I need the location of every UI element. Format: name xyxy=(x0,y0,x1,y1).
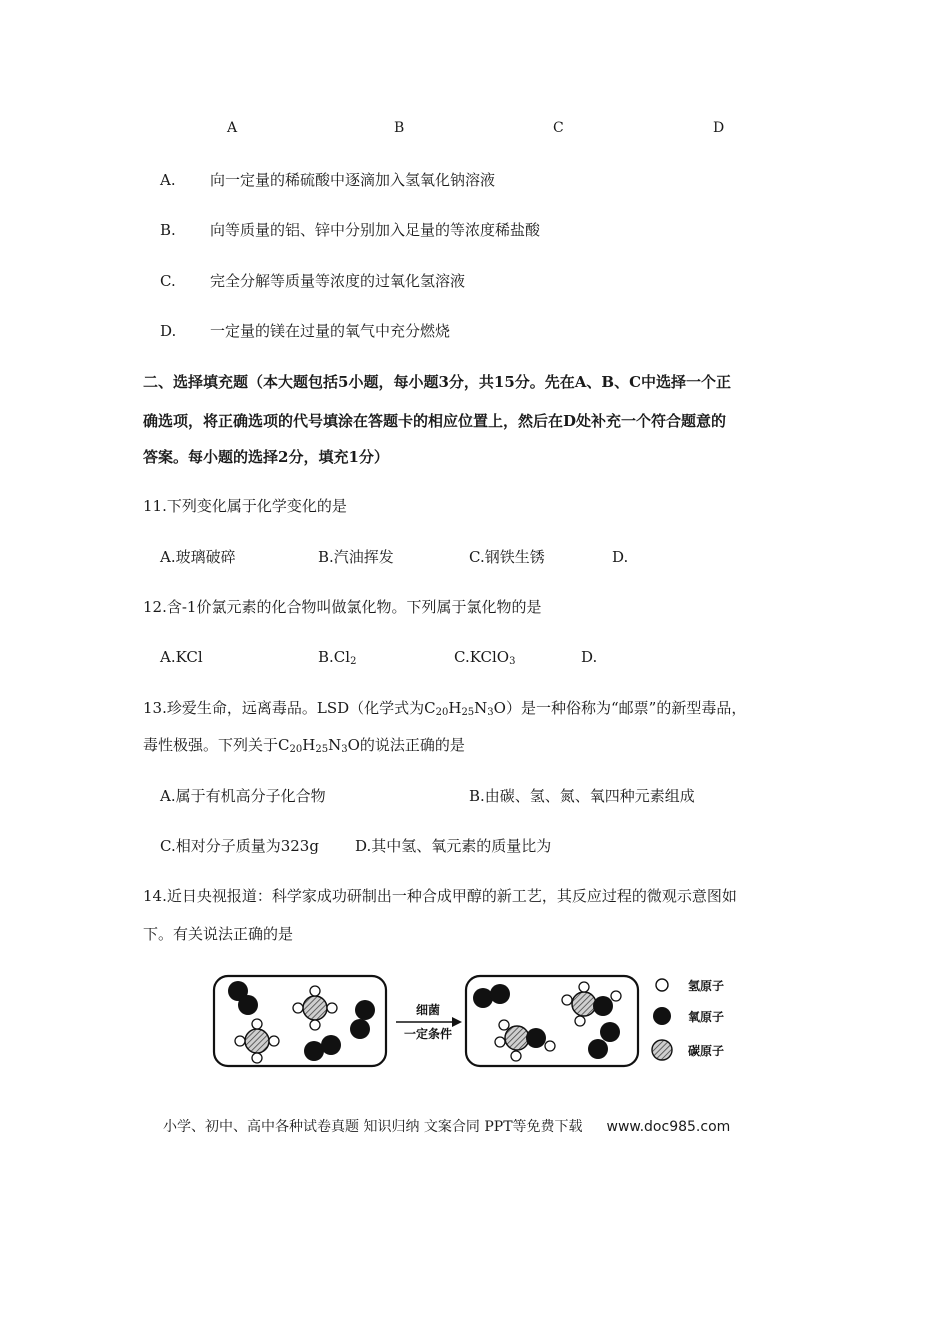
q12-option-d: D. xyxy=(581,648,598,666)
column-label-d: D xyxy=(713,120,725,136)
q14-stem-line2: 下。有关说法正确的是 xyxy=(143,925,294,943)
footer-url[interactable]: www.doc985.com xyxy=(606,1119,731,1135)
legend-hydrogen: 氢原子 xyxy=(688,979,725,993)
section2-line2: 确选项，将正确选项的代号填涂在答题卡的相应位置上，然后在D处补充一个符合题意的 xyxy=(143,412,727,430)
option-text: 向一定量的稀硫酸中逐滴加入氢氧化钠溶液 xyxy=(210,171,496,189)
option-text: 一定量的镁在过量的氧气中充分燃烧 xyxy=(210,322,451,340)
footer xyxy=(163,1116,730,1136)
reaction-diagram xyxy=(200,966,760,1078)
q12-option-c: C.KClO$_3$ xyxy=(454,648,516,667)
legend-oxygen: 氧原子 xyxy=(688,1010,725,1024)
option-letter: B. xyxy=(160,221,176,239)
arrow-top-label: 细菌 xyxy=(415,1003,441,1017)
q11-option-d: D. xyxy=(612,548,629,566)
arrow-bottom-label: 一定条件 xyxy=(403,1027,453,1041)
q11-option-a: A.玻璃破碎 xyxy=(160,548,236,566)
q12-option-b: $B.Cl_2$ xyxy=(318,648,357,667)
q14-stem-line1: 14.近日央视报道：科学家成功研制出一种合成甲醇的新工艺，其反应过程的微观示意图如 xyxy=(143,887,737,905)
q11-stem: 11.下列变化属于化学变化的是 xyxy=(143,497,347,515)
option-letter: C. xyxy=(160,272,176,290)
q11-option-b: B.汽油挥发 xyxy=(318,548,394,566)
q13-stem-line1: 13.珍爱生命，远离毒品。LSD（化学式为$C_{20}H_{25}N_3O$）是一种俗称为“邮票”的新型毒品， xyxy=(143,699,747,718)
q12-option-a: A.KCl xyxy=(160,648,203,666)
hydrogen-atom-icon xyxy=(656,979,668,991)
footer-text: 小学、初中、高中各种试卷真题 知识归纳 文案合同 PPT等免费下载 xyxy=(163,1119,583,1135)
carbon-atom-icon xyxy=(652,1040,672,1060)
q10-option-d xyxy=(160,321,450,341)
column-label-b: B xyxy=(394,120,405,136)
methanol-molecule xyxy=(495,1020,555,1061)
q10-option-a xyxy=(160,170,495,190)
q13-option-a: A.属于有机高分子化合物 xyxy=(160,787,326,805)
q10-option-b xyxy=(160,220,540,240)
arrow-head-icon xyxy=(452,1017,462,1027)
q11-option-c: C.钢铁生锈 xyxy=(469,548,545,566)
section2-line1: 二、选择填充题（本大题包括5小题，每小题3分，共15分。先在A、B、C中选择一个正 xyxy=(143,373,732,391)
option-text: 向等质量的铝、锌中分别加入足量的等浓度稀盐酸 xyxy=(210,221,541,239)
q13-stem-line2: 毒性极强。下列关于$C_{20}H_{25}N_3O$的说法正确的是 xyxy=(143,736,465,755)
methane-molecule xyxy=(235,1019,279,1063)
methanol-molecule xyxy=(562,982,621,1026)
chemical-formula: $C_{20}H_{25}N_3O$ xyxy=(424,699,506,718)
legend xyxy=(652,978,724,1060)
q12-stem: 12.含-1价氯元素的化合物叫做氯化物。下列属于氯化物的是 xyxy=(143,598,542,616)
option-letter: A. xyxy=(160,171,176,189)
column-label-c: C xyxy=(553,120,564,136)
q13-option-b: B.由碳、氢、氮、氧四种元素组成 xyxy=(469,787,695,805)
option-letter: D. xyxy=(160,322,177,340)
legend-carbon: 碳原子 xyxy=(688,1044,725,1058)
q10-option-c xyxy=(160,271,465,291)
methane-molecule xyxy=(293,986,337,1030)
option-text: 完全分解等质量等浓度的过氧化氢溶液 xyxy=(210,272,466,290)
column-label-a: A xyxy=(227,120,238,136)
q13-option-c: C.相对分子质量为323g xyxy=(160,837,319,855)
chemical-formula: $C_{20}H_{25}N_3O$ xyxy=(278,736,360,755)
oxygen-atom-icon xyxy=(653,1007,671,1025)
q13-option-d: D.其中氢、氧元素的质量比为 xyxy=(355,837,552,855)
section2-line3: 答案。每小题的选择2分，填充1分） xyxy=(143,448,389,466)
